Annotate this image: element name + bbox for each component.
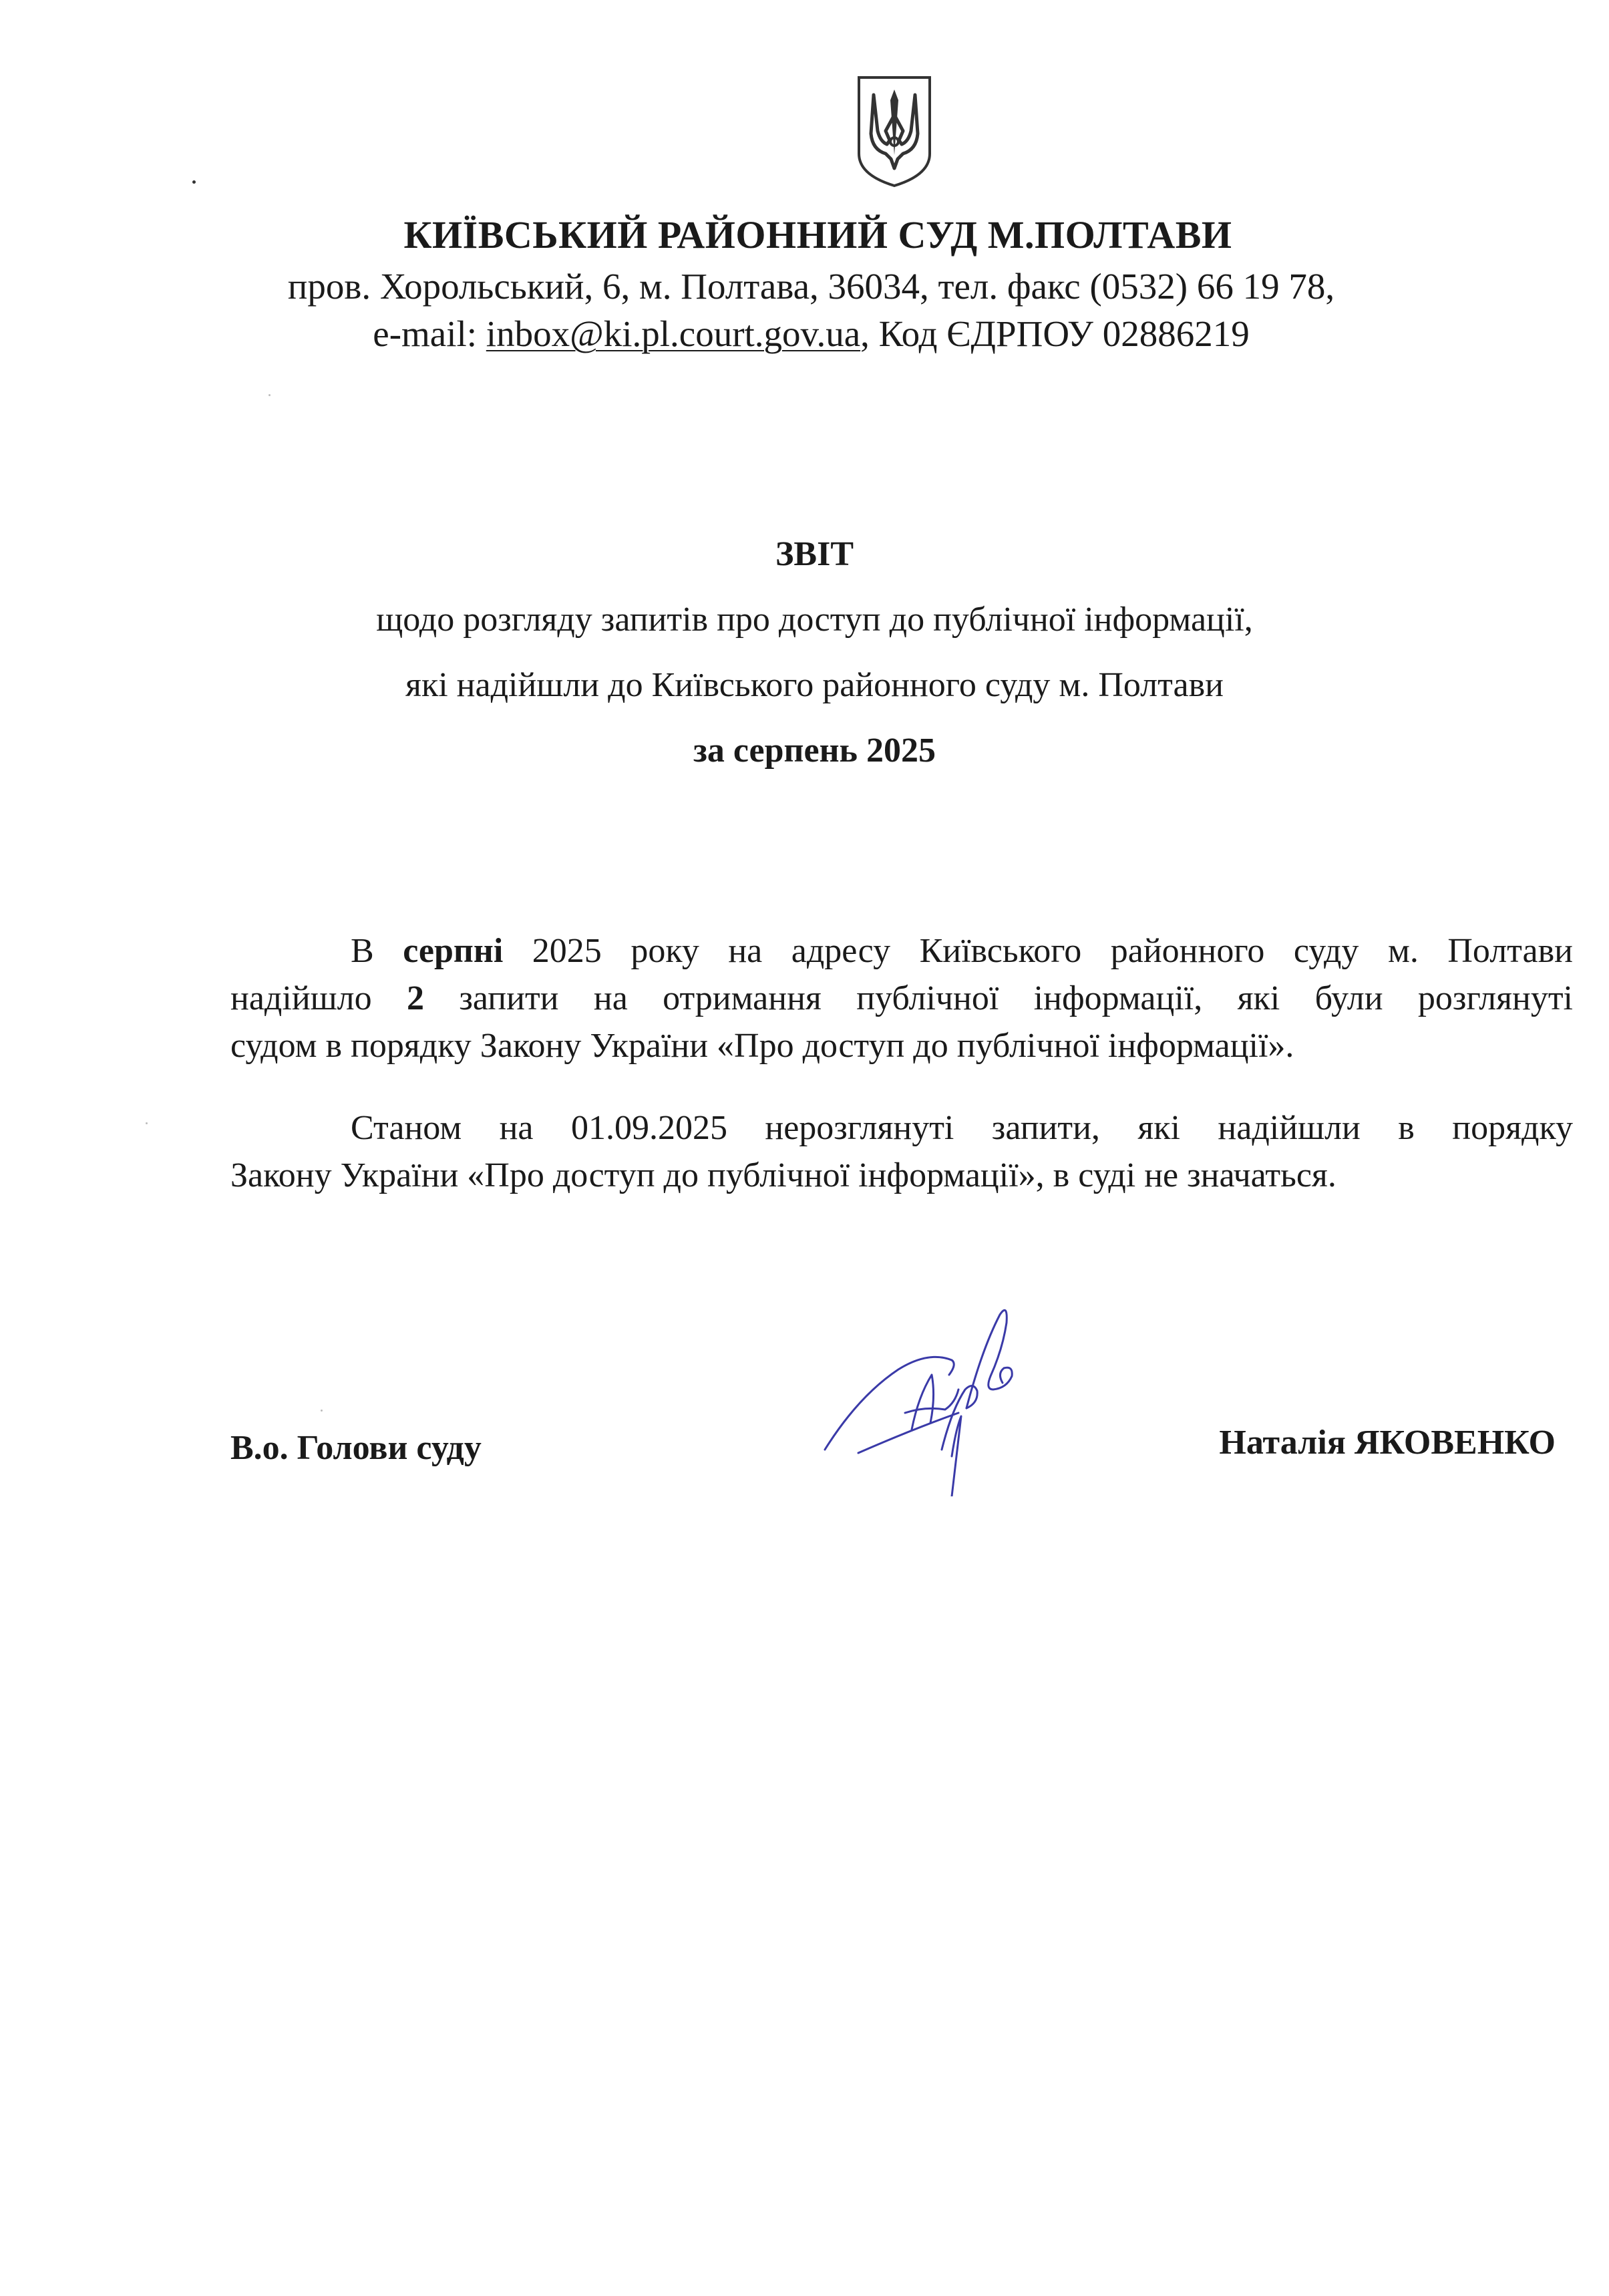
scan-speck bbox=[146, 1122, 148, 1124]
paragraph-unreviewed-requests bbox=[230, 1104, 1573, 1199]
month-emphasis: серпні bbox=[403, 932, 504, 970]
text-run: 2025 року на адресу Київського районного суду м. Полтави bbox=[503, 932, 1573, 970]
paragraph-line: Закону України «Про доступ до публічної інформації», в суді не значаться. bbox=[230, 1156, 1336, 1194]
signatory-name: Наталія ЯКОВЕНКО bbox=[1219, 1424, 1556, 1462]
scan-speck bbox=[321, 1410, 323, 1412]
email-link[interactable]: inbox@ki.pl.court.gov.ua bbox=[486, 313, 861, 354]
trident-coat-of-arms-icon bbox=[855, 75, 934, 188]
email-prefix: e-mail: bbox=[373, 313, 486, 354]
text-run: запити на отримання публічної інформації, які були розглянуті bbox=[424, 979, 1573, 1017]
report-subtitle-line1: щодо розгляду запитів про доступ до публічної інформації, bbox=[376, 601, 1253, 639]
court-contacts bbox=[0, 313, 1609, 355]
court-name: КИЇВСЬКИЙ РАЙОННИЙ СУД М.ПОЛТАВИ bbox=[403, 213, 1232, 257]
court-address: пров. Хорольський, 6, м. Полтава, 36034, тел. факс (0532) 66 19 78, bbox=[287, 266, 1335, 307]
text-run: надійшло bbox=[230, 979, 407, 1017]
handwritten-signature bbox=[818, 1296, 1085, 1496]
paragraph-line bbox=[230, 975, 1573, 1022]
edrpou-code: , Код ЄДРПОУ 02886219 bbox=[860, 313, 1250, 354]
paragraph-line bbox=[230, 927, 1573, 975]
request-count: 2 bbox=[407, 979, 424, 1017]
report-period: за серпень 2025 bbox=[693, 731, 936, 770]
report-title: ЗВІТ bbox=[775, 535, 854, 573]
paragraph-line: Станом на 01.09.2025 нерозглянуті запити, які надійшли в порядку bbox=[351, 1109, 1573, 1147]
signatory-position: В.о. Голови суду bbox=[230, 1429, 482, 1467]
paragraph-requests-received bbox=[230, 927, 1573, 1070]
text-run: В bbox=[351, 932, 403, 970]
paragraph-line: судом в порядку Закону України «Про доступ до публічної інформації». bbox=[230, 1027, 1294, 1065]
scan-speck bbox=[269, 394, 271, 396]
scan-speck bbox=[192, 180, 196, 184]
report-subtitle-line2: які надійшли до Київського районного суду м. Полтави bbox=[405, 666, 1224, 704]
